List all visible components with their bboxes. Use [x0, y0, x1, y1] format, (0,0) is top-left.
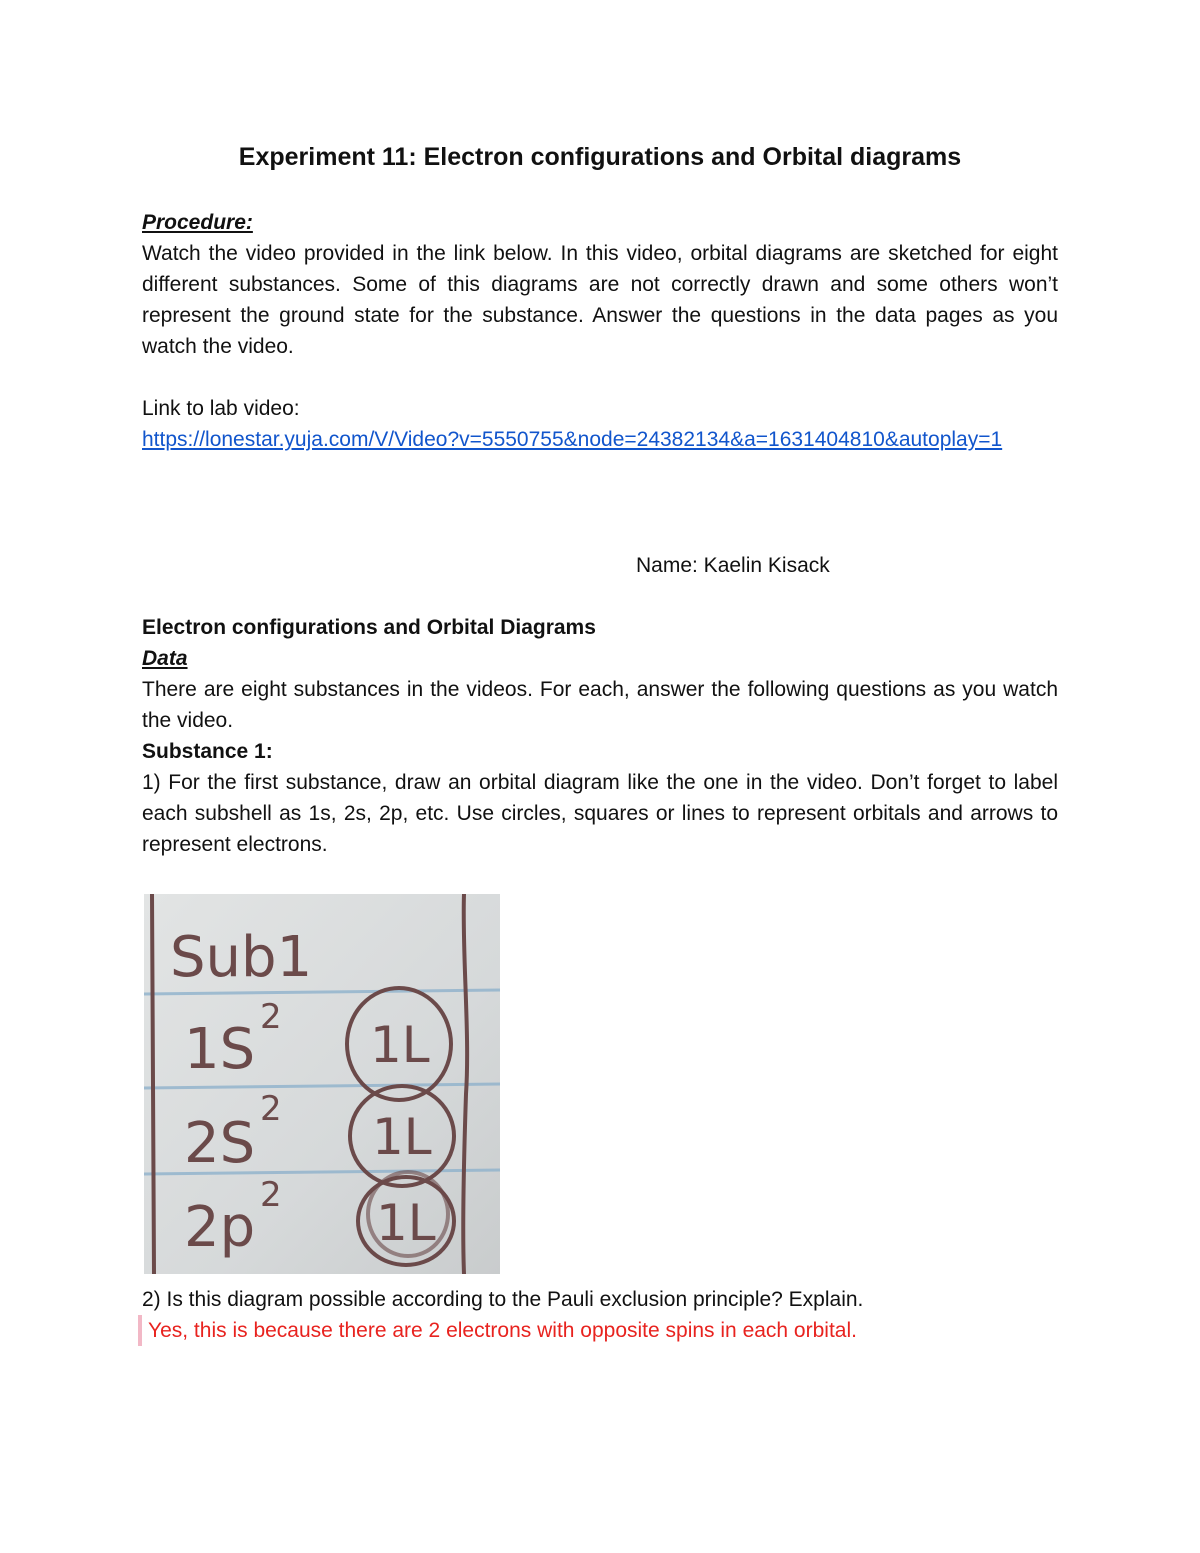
section-heading: Electron configurations and Orbital Diagrams: [142, 616, 596, 639]
link-label: Link to lab video:: [142, 397, 300, 420]
answer-2: Yes, this is because there are 2 electrons with opposite spins in each orbital.: [138, 1315, 857, 1346]
question-2: 2) Is this diagram possible according to the Pauli exclusion principle? Explain.: [142, 1288, 864, 1311]
data-intro: There are eight substances in the videos. For each, answer the following questions as you watch the video.: [142, 678, 1058, 732]
handwritten-row2-label: 2S: [184, 1111, 256, 1176]
handwritten-header: Sub1: [170, 925, 313, 990]
document-title: Experiment 11: Electron configurations and Orbital diagrams: [238, 143, 962, 171]
orbital-arrows: [370, 1016, 436, 1252]
handwritten-orbital-diagram-photo: [144, 894, 500, 1274]
handwritten-row1-sup: 2: [260, 997, 282, 1037]
substance-heading: Substance 1:: [142, 740, 273, 763]
orbital-arrows-2: 1L: [372, 1108, 432, 1166]
handwritten-row3-sup: 2: [260, 1175, 282, 1215]
handwritten-row2-sup: 2: [260, 1089, 282, 1129]
orbital-arrows-1: 1L: [370, 1016, 430, 1074]
handwritten-row1-label: 1S: [184, 1017, 256, 1082]
procedure-text: Watch the video provided in the link below. In this video, orbital diagrams are sketched for eight different substances. Some of this diagrams are not correctly drawn and some others won’t represent the ground state for the substance. Answer the questions in the data pages as you watch the video.: [142, 242, 1058, 358]
procedure-heading: Procedure:: [142, 211, 253, 234]
lab-video-link[interactable]: https://lonestar.yuja.com/V/Video?v=5550755&node=24382134&a=1631404810&autoplay=1: [142, 428, 1003, 451]
data-heading: Data: [142, 647, 188, 670]
question-2-block: [142, 1284, 1058, 1315]
procedure-section: [142, 207, 1058, 455]
orbital-arrows-3: 1L: [376, 1194, 436, 1252]
student-name: Name: Kaelin Kisack: [636, 554, 830, 577]
data-section: [142, 612, 1058, 860]
question-1: 1) For the first substance, draw an orbital diagram like the one in the video. Don’t forget to label each subshell as 1s, 2s, 2p, etc. Use circles, squares or lines to represent orbitals and arrows to represent electrons.: [142, 771, 1058, 856]
handwritten-row3-label: 2p: [184, 1195, 256, 1260]
